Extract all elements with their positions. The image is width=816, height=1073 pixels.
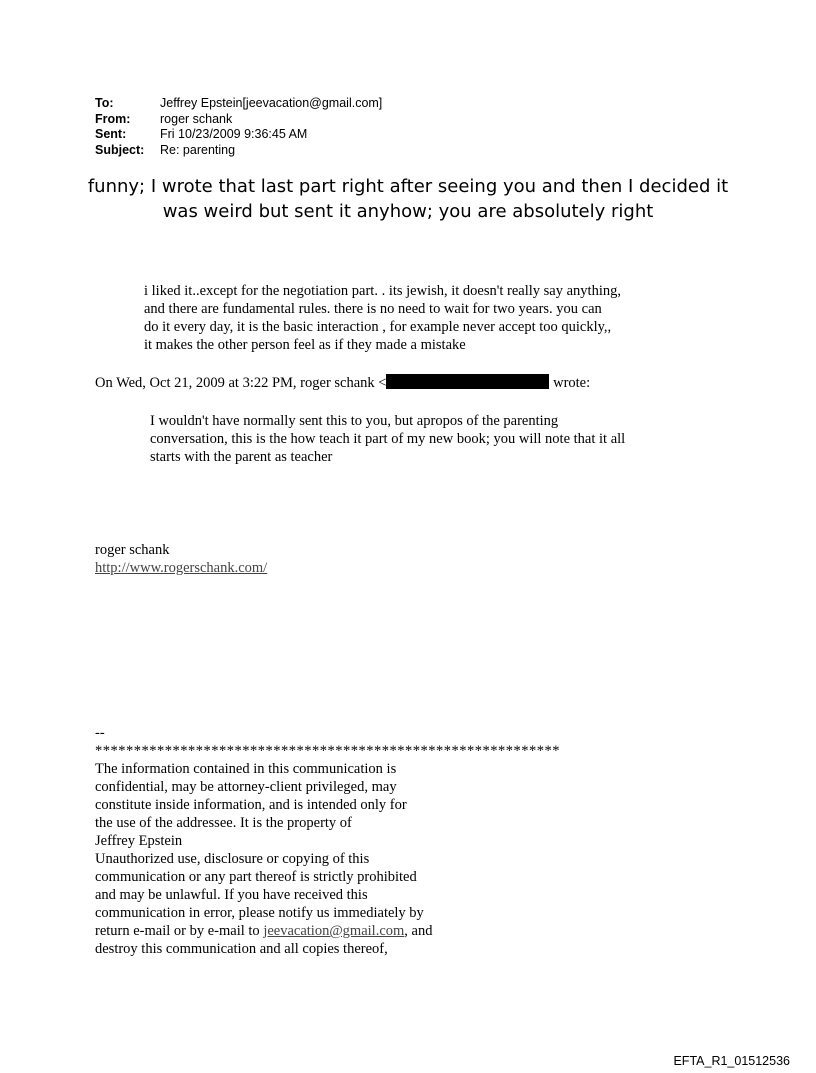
quote-line: do it every day, it is the basic interaction , for example never accept too quickly,, bbox=[144, 319, 612, 335]
quote-line: i liked it..except for the negotiation part. . its jewish, it doesn't really say anything, bbox=[144, 283, 621, 299]
quote-line: conversation, this is the how teach it part of my new book; you will note that it all bbox=[150, 431, 626, 447]
subject-value: Re: parenting bbox=[160, 142, 236, 157]
disclaimer-line: Jeffrey Epstein bbox=[95, 833, 183, 849]
reply-body bbox=[60, 174, 756, 224]
quoted-message-2 bbox=[150, 412, 710, 466]
redaction-box bbox=[386, 374, 549, 389]
document-id: EFTA_R1_01512536 bbox=[673, 1054, 790, 1068]
disclaimer-line: communication in error, please notify us immediately by bbox=[95, 905, 424, 921]
disclaimer bbox=[95, 724, 560, 958]
disclaimer-text: return e-mail or by e-mail to bbox=[95, 923, 264, 939]
disclaimer-line: Unauthorized use, disclosure or copying of this bbox=[95, 851, 370, 867]
subject-row bbox=[95, 143, 382, 159]
attribution-prefix: On Wed, Oct 21, 2009 at 3:22 PM, roger schank < bbox=[95, 375, 387, 391]
disclaimer-line: communication or any part thereof is strictly prohibited bbox=[95, 869, 417, 885]
disclaimer-line bbox=[95, 922, 560, 940]
quote-line: I wouldn't have normally sent this to you, but apropos of the parenting bbox=[150, 413, 559, 429]
disclaimer-line: The information contained in this communication is bbox=[95, 761, 397, 777]
disclaimer-line: and may be unlawful. If you have received this bbox=[95, 887, 368, 903]
disclaimer-text: , and bbox=[404, 923, 433, 939]
separator-stars: ************************************************************ bbox=[95, 743, 560, 759]
quoted-message-1 bbox=[144, 282, 704, 354]
email-header bbox=[95, 96, 382, 158]
from-value: roger schank bbox=[160, 111, 233, 126]
attribution-suffix: wrote: bbox=[549, 375, 591, 391]
quote-line: it makes the other person feel as if they made a mistake bbox=[144, 337, 466, 353]
signature-name: roger schank bbox=[95, 542, 170, 558]
subject-label: Subject: bbox=[95, 142, 145, 157]
reply-line: was weird but sent it anyhow; you are absolutely right bbox=[162, 201, 654, 222]
sent-value: Fri 10/23/2009 9:36:45 AM bbox=[160, 127, 308, 141]
to-value: Jeffrey Epstein[jeevacation@gmail.com] bbox=[160, 96, 383, 110]
disclaimer-email-link[interactable]: jeevacation@gmail.com bbox=[263, 923, 405, 939]
disclaimer-line: the use of the addressee. It is the property of bbox=[95, 815, 352, 831]
disclaimer-line: destroy this communication and all copies thereof, bbox=[95, 941, 388, 957]
disclaimer-line: confidential, may be attorney-client privileged, may bbox=[95, 779, 397, 795]
quote-attribution bbox=[95, 374, 590, 392]
sent-row bbox=[95, 127, 382, 143]
separator-dashes: -- bbox=[95, 725, 105, 741]
from-row bbox=[95, 112, 382, 128]
reply-line: funny; I wrote that last part right after seeing you and then I decided it bbox=[87, 176, 729, 197]
from-label: From: bbox=[95, 111, 131, 126]
signature bbox=[95, 541, 267, 577]
sent-label: Sent: bbox=[95, 127, 127, 141]
quote-line: and there are fundamental rules. there is no need to wait for two years. you can bbox=[144, 301, 602, 317]
quote-line: starts with the parent as teacher bbox=[150, 449, 333, 465]
to-row bbox=[95, 96, 382, 112]
to-label: To: bbox=[95, 96, 114, 110]
signature-link[interactable]: http://www.rogerschank.com/ bbox=[95, 560, 268, 576]
disclaimer-line: constitute inside information, and is intended only for bbox=[95, 797, 407, 813]
